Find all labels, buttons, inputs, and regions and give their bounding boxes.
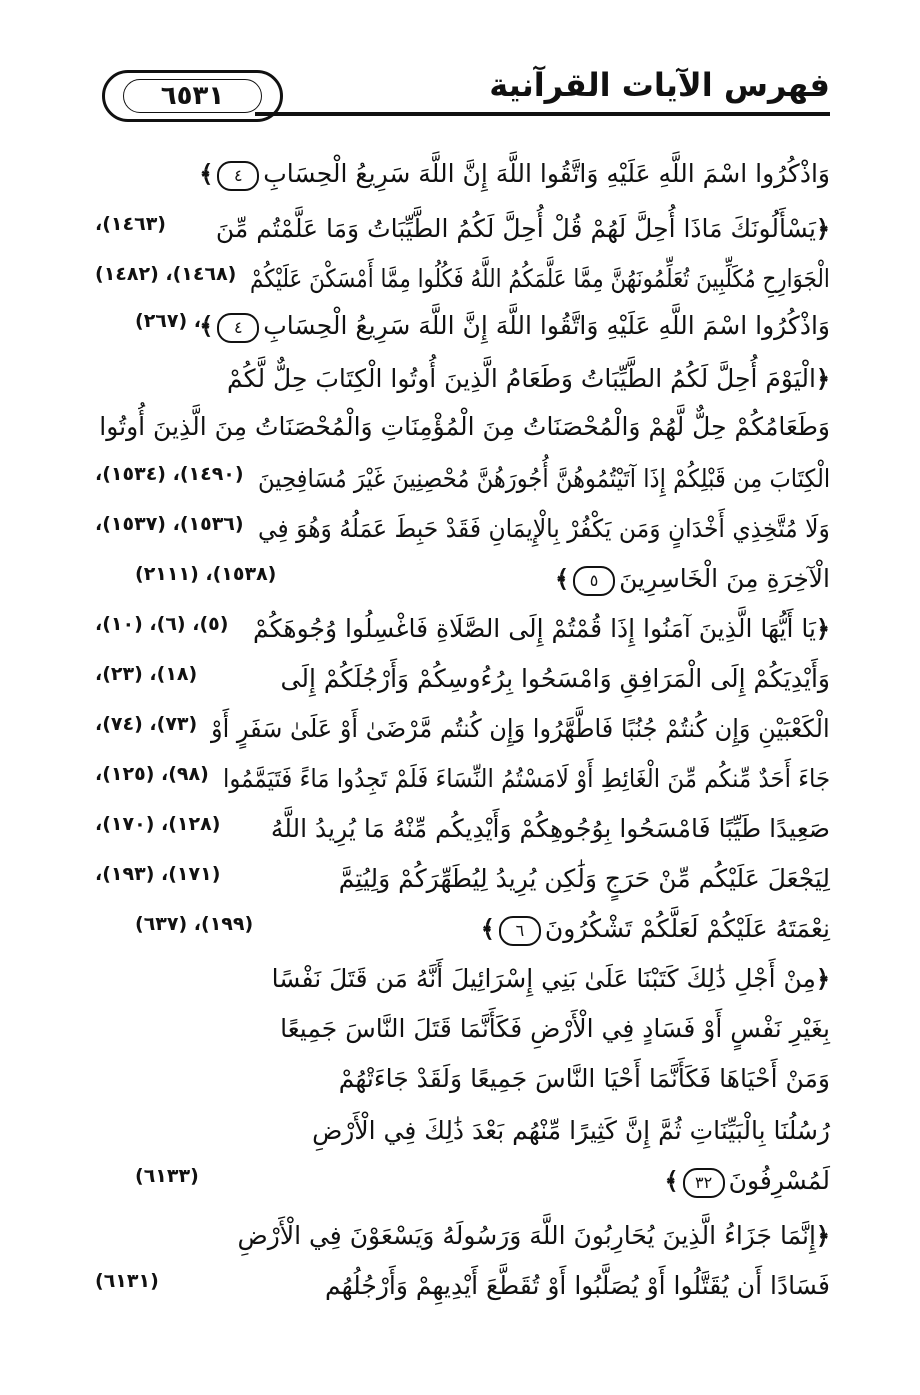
verse-text-block [312,1107,830,1155]
closing-bracket: ﴾ [199,160,214,188]
verse-line [95,1107,830,1155]
verse-line [95,302,830,350]
verse-line [95,805,830,853]
page-header [90,62,830,124]
verse-line [95,555,830,603]
verse-text: وَاذْكُرُوا اسْمَ اللَّهِ عَلَيْهِ وَاتَّقُوا اللَّهَ إِنَّ اللَّهَ سَرِيعُ الْحِسَابِ [263,159,830,188]
verse-text: وَاذْكُرُوا اسْمَ اللَّهِ عَلَيْهِ وَاتَّقُوا اللَّهَ إِنَّ اللَّهَ سَرِيعُ الْحِسَابِ [263,311,830,340]
closing-bracket: ﴾ [664,1167,679,1195]
verse-text: يَسْأَلُونَكَ مَاذَا أُحِلَّ لَهُمْ قُلْ أُحِلَّ لَكُمُ الطَّيِّبَاتُ وَمَا عَلَّمْتُم مِّنَ [215,214,816,243]
verse-text-block [238,1212,830,1260]
page-title: فهرس الآيات القرآنية [489,66,830,104]
verse-text: رُسُلُنَا بِالْبَيِّنَاتِ ثُمَّ إِنَّ كَثِيرًا مِّنْهُم بَعْدَ ذَٰلِكَ فِي الْأَرْضِ [312,1116,830,1145]
verse-number-marker: ٣٢ [683,1168,725,1198]
verse-text: فَسَادًا أَن يُقَتَّلُوا أَوْ يُصَلَّبُوا أَوْ تُقَطَّعَ أَيْدِيهِمْ وَأَرْجُلُهُم [324,1271,830,1300]
hadith-reference-numbers: (٥)، (٦)، (١٠)، [95,613,229,635]
header-rule [255,112,830,116]
verse-line [95,705,830,753]
opening-bracket: ﴿ [815,965,830,993]
hadith-reference-numbers: (١٢٨)، (١٧٠)، [95,813,221,835]
verse-text-block [199,150,830,198]
hadith-reference-numbers: (٦١٣٣) [135,1165,199,1187]
verse-text-block [199,302,830,350]
verse-line [95,205,830,253]
hadith-reference-numbers: (١٨)، (٢٣)، [95,663,198,685]
verse-text: الْكَعْبَيْنِ وَإِن كُنتُمْ جُنُبًا فَاطَّهَّرُوا وَإِن كُنتُم مَّرْضَىٰ أَوْ عَلَىٰ سَفَرٍ أَوْ [211,714,830,743]
verse-line [95,505,830,553]
verse-line [95,755,830,803]
verse-text-block [665,1157,830,1205]
verse-text: جَاءَ أَحَدٌ مِّنكُم مِّنَ الْغَائِطِ أَوْ لَامَسْتُمُ النِّسَاءَ فَلَمْ تَجِدُوا مَاءً فَتَيَمَّمُوا [222,764,830,793]
verse-text-block [339,1055,830,1103]
verse-text-block [223,755,830,803]
verse-text: صَعِيدًا طَيِّبًا فَامْسَحُوا بِوُجُوهِكُمْ وَأَيْدِيكُم مِّنْهُ مَا يُرِيدُ اللَّهُ [270,814,830,843]
verse-line [95,905,830,953]
verse-text: الْيَوْمَ أُحِلَّ لَكُمُ الطَّيِّبَاتُ وَطَعَامُ الَّذِينَ أُوتُوا الْكِتَابَ حِلٌّ لَّكُمْ [227,364,816,393]
verse-text-block [555,555,830,603]
verse-text-block [325,1262,830,1310]
verse-text: لَمُسْرِفُونَ [728,1166,830,1195]
verse-line [95,150,830,198]
verse-line [95,855,830,903]
verse-text-block [211,705,830,753]
verse-line [95,1262,830,1310]
opening-bracket: ﴿ [815,365,830,393]
verse-line [95,605,830,653]
verse-line [95,1212,830,1260]
verse-text-block [227,355,830,403]
verse-number-marker: ٦ [499,916,541,946]
verse-text: مِنْ أَجْلِ ذَٰلِكَ كَتَبْنَا عَلَىٰ بَنِي إِسْرَائِيلَ أَنَّهُ مَن قَتَلَ نَفْسًا [271,964,816,993]
verse-text: إِنَّمَا جَزَاءُ الَّذِينَ يُحَارِبُونَ اللَّهَ وَرَسُولَهُ وَيَسْعَوْنَ فِي الْأَرْضِ [237,1221,816,1250]
verse-line [95,1157,830,1205]
verse-line [95,403,830,451]
verse-number-marker: ٤ [217,161,259,191]
opening-bracket: ﴿ [815,215,830,243]
verse-text-block [481,905,830,953]
verse-text: نِعْمَتَهُ عَلَيْكُمْ لَعَلَّكُمْ تَشْكُرُونَ [544,914,830,943]
verse-text: يَا أَيُّهَا الَّذِينَ آمَنُوا إِذَا قُمْتُمْ إِلَى الصَّلَاةِ فَاغْسِلُوا وُجُوهَكُمْ [252,614,816,643]
hadith-reference-numbers: (١٥٣٨)، (٢١١١) [135,563,277,585]
verse-text: وَطَعَامُكُمْ حِلٌّ لَّهُمْ وَالْمُحْصَنَاتُ مِنَ الْمُؤْمِنَاتِ وَالْمُحْصَنَاتُ مِنَ الَّذِينَ أُوتُوا [99,412,830,441]
verse-text-block [258,505,830,553]
verse-text-block [280,1005,830,1053]
verse-line [95,255,830,303]
closing-bracket: ﴾ [555,565,570,593]
verse-text: الْجَوَارِحِ مُكَلِّبِينَ تُعَلِّمُونَهُنَّ مِمَّا عَلَّمَكُمُ اللَّهُ فَكُلُوا مِمَّا أَمْسَكْنَ عَلَيْكُمْ [250,264,830,293]
verse-line [95,355,830,403]
verse-text-block [99,403,830,451]
opening-bracket: ﴿ [815,615,830,643]
verse-text: الْكِتَابَ مِن قَبْلِكُمْ إِذَا آتَيْتُمُوهُنَّ أُجُورَهُنَّ مُحْصِنِينَ غَيْرَ مُسَافِحِينَ [257,464,830,493]
verse-text-block [250,255,830,303]
hadith-reference-numbers: (٧٣)، (٧٤)، [95,713,198,735]
verse-text-block [216,205,830,253]
verse-text-block [281,655,831,703]
verse-text-block [271,805,830,853]
verse-text: وَلَا مُتَّخِذِي أَخْدَانٍ وَمَن يَكْفُرْ بِالْإِيمَانِ فَقَدْ حَبِطَ عَمَلُهُ وَهُوَ فِي [258,514,830,543]
verse-text-block [339,855,830,903]
verse-line [95,955,830,1003]
verse-text: وَمَنْ أَحْيَاهَا فَكَأَنَّمَا أَحْيَا النَّاسَ جَمِيعًا وَلَقَدْ جَاءَتْهُمْ [338,1064,830,1093]
closing-bracket: ﴾ [480,915,495,943]
hadith-reference-numbers: (٦١٣١) [95,1270,159,1292]
hadith-reference-numbers: (١٥٣٦)، (١٥٣٧)، [95,513,244,535]
verse-text: وَأَيْدِيَكُمْ إِلَى الْمَرَافِقِ وَامْسَحُوا بِرُءُوسِكُمْ وَأَرْجُلَكُمْ إِلَى [280,664,830,693]
hadith-reference-numbers: (١٤٦٣)، [95,213,166,235]
verse-line [95,1005,830,1053]
verse-text: لِيَجْعَلَ عَلَيْكُم مِّنْ حَرَجٍ وَلَٰكِن يُرِيدُ لِيُطَهِّرَكُمْ وَلِيُتِمَّ [338,864,830,893]
verse-text: الْآخِرَةِ مِنَ الْخَاسِرِينَ [619,564,830,593]
hadith-reference-numbers: (٩٨)، (١٢٥)، [95,763,209,785]
hadith-reference-numbers: (١٤٩٠)، (١٥٣٤)، [95,463,244,485]
page-number: ٦٥٣١ [160,81,225,111]
opening-bracket: ﴿ [815,1222,830,1250]
verse-line [95,655,830,703]
verse-text: بِغَيْرِ نَفْسٍ أَوْ فَسَادٍ فِي الْأَرْضِ فَكَأَنَّمَا قَتَلَ النَّاسَ جَمِيعًا [280,1014,830,1043]
verse-line [95,1055,830,1103]
hadith-reference-numbers: (١٤٦٨)، (١٤٨٢) [95,263,237,285]
verse-number-marker: ٥ [573,566,615,596]
hadith-reference-numbers: (١٩٩)، (٦٣٧) [135,913,254,935]
verse-line [95,455,830,503]
verse-text-block [253,605,830,653]
verse-text-block [258,455,830,503]
hadith-reference-numbers: (١٧١)، (١٩٣)، [95,863,221,885]
hadith-reference-numbers: ، (٢٦٧) [135,310,202,332]
verse-text-block [272,955,830,1003]
closing-bracket: ﴾ [199,312,214,340]
verse-number-marker: ٤ [217,313,259,343]
